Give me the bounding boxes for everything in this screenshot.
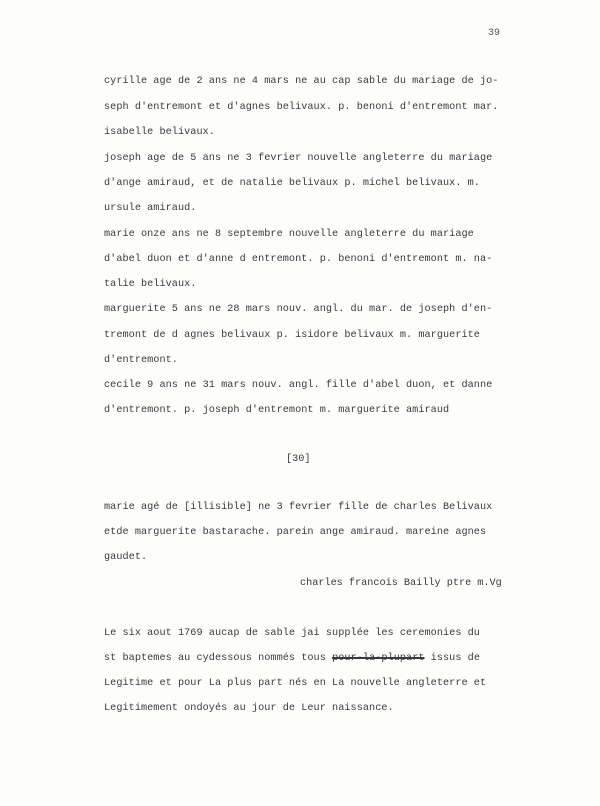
entry-2-line-3: ursule amiraud. [104, 203, 197, 214]
closing-line-4: Legitimement ondoyés au jour de Leur naissance. [104, 703, 394, 714]
closing-line-2 [104, 653, 480, 664]
entry-1-line-3: isabelle belivaux. [104, 127, 215, 138]
entry-3-line-2: d'abel duon et d'anne d entremont. p. benoni d'entremont m. na- [104, 254, 493, 265]
entry-3-line-1: marie onze ans ne 8 septembre nouvelle angleterre du mariage [104, 229, 474, 240]
closing-line-3: Legitime et pour La plus part nés en La nouvelle angleterre et [104, 678, 487, 689]
entry-5-line-2: d'entremont. p. joseph d'entremont m. marguerite amiraud [104, 405, 450, 416]
struck-text: pour-la-plupart [332, 653, 425, 664]
entry-2-line-2: d'ange amiraud, et de natalie belivaux p. michel belivaux. m. [104, 178, 480, 189]
entry-4-line-1: marguerite 5 ans ne 28 mars nouv. angl. du mar. de joseph d'en- [104, 304, 493, 315]
entry-4-line-2: tremont de d agnes belivaux p. isidore belivaux m. marguerite [104, 330, 480, 341]
closing-line-1: Le six aout 1769 aucap de sable jai supplée les ceremonies du [104, 628, 480, 639]
section-number: [30] [286, 454, 311, 465]
entry-2-line-1: joseph age de 5 ans ne 3 fevrier nouvelle angleterre du mariage [104, 153, 493, 164]
entry-5-line-1: cecile 9 ans ne 31 mars nouv. angl. fille d'abel duon, et danne [104, 380, 493, 391]
closing-line-2-after: issus de [424, 653, 480, 664]
entry-6-line-3: gaudet. [104, 552, 148, 563]
signature: charles francois Bailly ptre m.Vg [300, 578, 502, 589]
entry-1-line-2: seph d'entremont et d'agnes belivaux. p. benoni d'entremont mar. [104, 102, 499, 113]
closing-line-2-before: st baptemes au cydessous nommés tous [104, 653, 333, 664]
entry-6-line-1: marie agé de [illisible] ne 3 fevrier fille de charles Belivaux [104, 502, 493, 513]
entry-1-line-1: cyrille age de 2 ans ne 4 mars ne au cap sable du mariage de jo- [104, 76, 499, 87]
entry-6-line-2: etde marguerite bastarache. parein ange amiraud. mareine agnes [104, 527, 487, 538]
entry-4-line-3: d'entremont. [104, 355, 178, 366]
page-number: 39 [488, 28, 501, 39]
entry-3-line-3: talie belivaux. [104, 279, 197, 290]
